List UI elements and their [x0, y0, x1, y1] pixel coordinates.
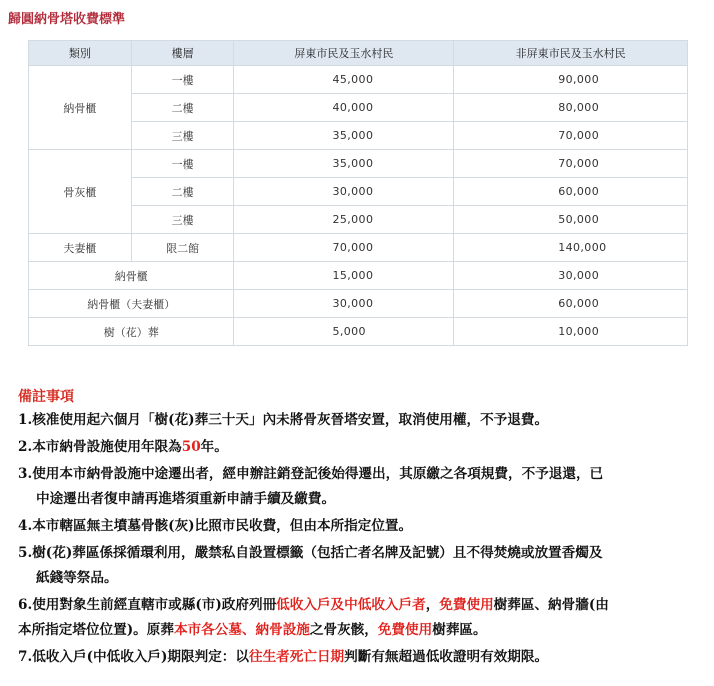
col-header-category: 類別 — [29, 41, 132, 66]
non-resident-fee: 60,000 — [454, 178, 688, 206]
note-item — [18, 593, 708, 643]
note-text: 核准使用起六個月「樹(花)葬三十天」內未將骨灰晉塔安置，取消使用權，不予退費。 — [32, 412, 549, 428]
resident-fee: 15,000 — [234, 262, 454, 290]
note-text: 低收入戶(中低收入戶)期限判定：以 — [32, 649, 249, 665]
note-highlight: 往生者死亡日期 — [248, 649, 345, 665]
floor-cell: 一樓 — [131, 150, 234, 178]
note-highlight: 免費使用 — [377, 622, 433, 638]
note-text: 樹葬區、納骨牆(由 — [493, 597, 609, 613]
category-cell: 納骨櫃 — [29, 66, 132, 150]
resident-fee: 30,000 — [234, 178, 454, 206]
table-row — [29, 262, 688, 290]
notes-list — [18, 408, 708, 672]
resident-fee: 25,000 — [234, 206, 454, 234]
notes-heading: 備註事項 — [18, 389, 74, 405]
note-item — [18, 541, 708, 591]
note-item — [18, 645, 708, 670]
note-number: 6. — [18, 597, 33, 613]
resident-fee: 35,000 — [234, 122, 454, 150]
non-resident-fee: 140,000 — [454, 234, 688, 262]
non-resident-fee: 60,000 — [454, 290, 688, 318]
non-resident-fee: 70,000 — [454, 122, 688, 150]
table-row — [29, 234, 688, 262]
table-row — [29, 150, 688, 178]
note-text: 使用對象生前經直轄市或縣(市)政府列冊 — [32, 597, 277, 613]
resident-fee: 5,000 — [234, 318, 454, 346]
note-text: 本所指定塔位位置)。原葬 — [18, 622, 174, 638]
table-row — [29, 66, 688, 94]
note-highlight: 50 — [181, 439, 201, 455]
note-number: 1. — [18, 412, 33, 428]
note-text: ， — [425, 597, 440, 613]
note-text: 本市轄區無主墳墓骨骸(灰)比照市民收費，但由本所指定位置。 — [32, 518, 413, 534]
non-resident-fee: 80,000 — [454, 94, 688, 122]
note-item — [18, 514, 708, 539]
note-text: 使用本市納骨設施中途遷出者，經申辦註銷登記後始得遷出，其原繳之各項規費，不予退還，已 — [32, 466, 604, 482]
merged-label-cell: 納骨櫃（夫妻櫃） — [29, 290, 234, 318]
category-cell: 夫妻櫃 — [29, 234, 132, 262]
resident-fee: 40,000 — [234, 94, 454, 122]
note-number: 5. — [18, 545, 33, 561]
non-resident-fee: 90,000 — [454, 66, 688, 94]
note-number: 4. — [18, 518, 33, 534]
resident-fee: 30,000 — [234, 290, 454, 318]
table-row — [29, 318, 688, 346]
note-number: 7. — [18, 649, 33, 665]
resident-fee: 35,000 — [234, 150, 454, 178]
non-resident-fee: 10,000 — [454, 318, 688, 346]
floor-cell: 三樓 — [131, 206, 234, 234]
col-header-resident: 屏東市民及玉水村民 — [234, 41, 454, 66]
note-continuation — [18, 618, 708, 643]
merged-label-cell: 樹（花）葬 — [29, 318, 234, 346]
resident-fee: 45,000 — [234, 66, 454, 94]
merged-label-cell: 納骨櫃 — [29, 262, 234, 290]
note-text: 樹(花)葬區係採循環利用，嚴禁私自設置標籤（包括亡者名牌及記號）且不得焚燒或放置香燭及 — [32, 545, 603, 561]
note-number: 2. — [18, 439, 33, 455]
note-highlight: 低收入戶及中低收入戶者 — [276, 597, 426, 613]
col-header-floor: 樓層 — [131, 41, 234, 66]
fee-table — [28, 40, 688, 346]
table-row — [29, 290, 688, 318]
resident-fee: 70,000 — [234, 234, 454, 262]
note-text: 本市納骨設施使用年限為 — [32, 439, 182, 455]
non-resident-fee: 50,000 — [454, 206, 688, 234]
note-highlight: 免費使用 — [439, 597, 494, 613]
col-header-non-resident: 非屏東市民及玉水村民 — [454, 41, 688, 66]
page-title: 歸圓納骨塔收費標準 — [8, 12, 126, 27]
note-item — [18, 462, 708, 512]
non-resident-fee: 30,000 — [454, 262, 688, 290]
non-resident-fee: 70,000 — [454, 150, 688, 178]
table-header-row — [29, 41, 688, 66]
note-text: 判斷有無超過低收證明有效期限。 — [344, 649, 549, 665]
note-continuation: 紙錢等祭品。 — [36, 570, 118, 586]
floor-cell: 二樓 — [131, 178, 234, 206]
note-item — [18, 435, 708, 460]
floor-cell: 三樓 — [131, 122, 234, 150]
note-text: 年。 — [200, 439, 228, 455]
category-cell: 骨灰櫃 — [29, 150, 132, 234]
note-item — [18, 408, 708, 433]
note-text: 樹葬區。 — [432, 622, 487, 638]
floor-cell: 二樓 — [131, 94, 234, 122]
note-number: 3. — [18, 466, 33, 482]
floor-cell: 一樓 — [131, 66, 234, 94]
note-highlight: 本市各公墓、納骨設施 — [173, 622, 310, 638]
note-text: 之骨灰骸， — [309, 622, 378, 638]
floor-cell: 限二館 — [131, 234, 234, 262]
note-continuation: 中途遷出者復申請再進塔須重新申請手續及繳費。 — [36, 491, 336, 507]
